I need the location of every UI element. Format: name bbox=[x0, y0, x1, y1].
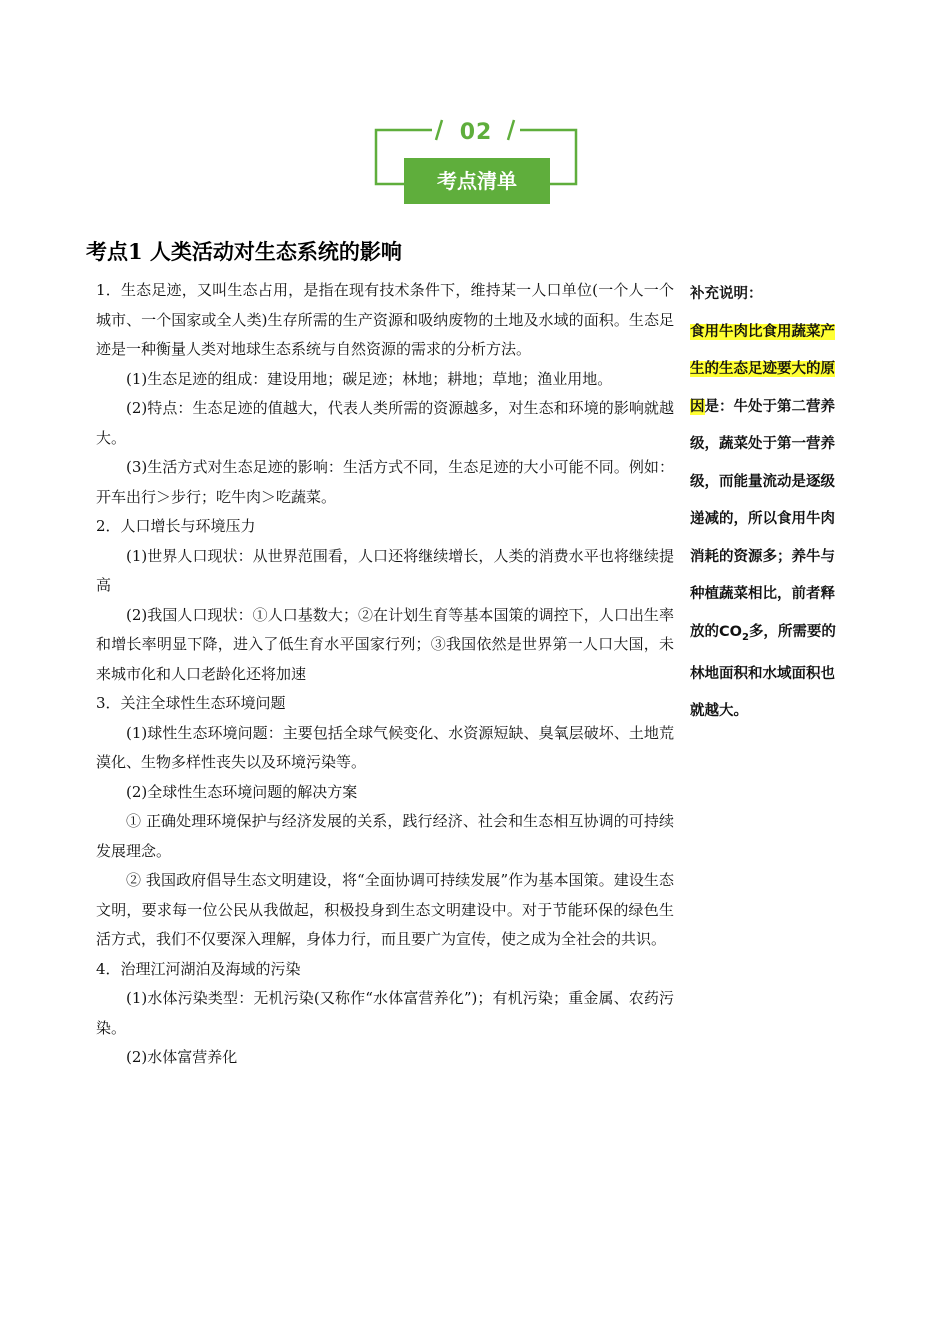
paragraph: (2)全球性生态环境问题的解决方案 bbox=[126, 782, 358, 801]
main-content bbox=[96, 276, 674, 1073]
paragraph: (1)生态足迹的组成：建设用地；碳足迹；林地；耕地；草地；渔业用地。 bbox=[126, 369, 613, 388]
section-badge bbox=[374, 118, 578, 210]
section-title: 考点1 人类活动对生态系统的影响 bbox=[86, 239, 402, 264]
side-note-body bbox=[690, 314, 846, 731]
paragraph: 4．治理江河湖泊及海域的污染 bbox=[96, 959, 301, 978]
paragraph: 3．关注全球性生态环境问题 bbox=[96, 694, 286, 712]
badge-label: 考点清单 bbox=[404, 158, 550, 204]
paragraph: (1)世界人口现状：从世界范围看，人口还将继续增长，人类的消费水平也将继续提高 bbox=[96, 546, 674, 594]
side-note-highlight: 食用牛肉比食用蔬菜产生的生态足迹要大的原因 bbox=[690, 323, 835, 415]
paragraph: (1)球性生态环境问题：主要包括全球气候变化、水资源短缺、臭氧层破坏、土地荒漠化、生物多样性丧失以及环境污染等。 bbox=[96, 723, 674, 771]
paragraph: (3)生活方式对生态足迹的影响：生活方式不同，生态足迹的大小可能不同。例如：开车出行＞步行；吃牛肉＞吃蔬菜。 bbox=[96, 458, 674, 506]
paragraph: (2)水体富营养化 bbox=[126, 1048, 238, 1066]
paragraph: (2)特点：生态足迹的值越大，代表人类所需的资源越多，对生态和环境的影响就越大。 bbox=[96, 399, 674, 447]
side-note-title: 补充说明： bbox=[690, 286, 763, 302]
side-note-text: 是：牛处于第二营养级，蔬菜处于第一营养级，而能量流动是逐级递减的，所以食用牛肉消耗的资源多；养牛与种植蔬菜相比，前者释放的CO bbox=[690, 398, 835, 640]
paragraph: 2．人口增长与环境压力 bbox=[96, 517, 256, 535]
paragraph: (2)我国人口现状：①人口基数大；②在计划生育等基本国策的调控下，人口出生率和增长率明显下降，进入了低生育水平国家行列；③我国依然是世界第一人口大国，未来城市化和人口老龄化还将加速 bbox=[96, 605, 674, 683]
paragraph: ② 我国政府倡导生态文明建设，将“全面协调可持续发展”作为基本国策。建设生态文明，要求每一位公民从我做起，积极投身到生态文明建设中。对于节能环保的绿色生活方式，我们不仅要深入理解，身体力行，而且要广为宣传，使之成为全社会的共识。 bbox=[96, 871, 674, 948]
side-note-text-end: 多，所需要的林地面积和水域面积也就越大。 bbox=[690, 623, 836, 720]
side-note bbox=[690, 276, 846, 731]
badge-number: 02 bbox=[459, 120, 493, 145]
paragraph: (1)水体污染类型：无机污染(又称作“水体富营养化”)；有机污染；重金属、农药污染。 bbox=[96, 989, 674, 1037]
paragraph: 1．生态足迹，又叫生态占用，是指在现有技术条件下，维持某一人口单位(一个人一个城市、一个国家或全人类)生存所需的生产资源和吸纳废物的土地及水域的面积。生态足迹是一种衡量人类对地球生态系统与自然资源的需求的分析方法。 bbox=[96, 281, 674, 358]
side-note-subscript: 2 bbox=[741, 631, 749, 643]
paragraph: ① 正确处理环境保护与经济发展的关系，践行经济、社会和生态相互协调的可持续发展理念。 bbox=[96, 812, 674, 860]
